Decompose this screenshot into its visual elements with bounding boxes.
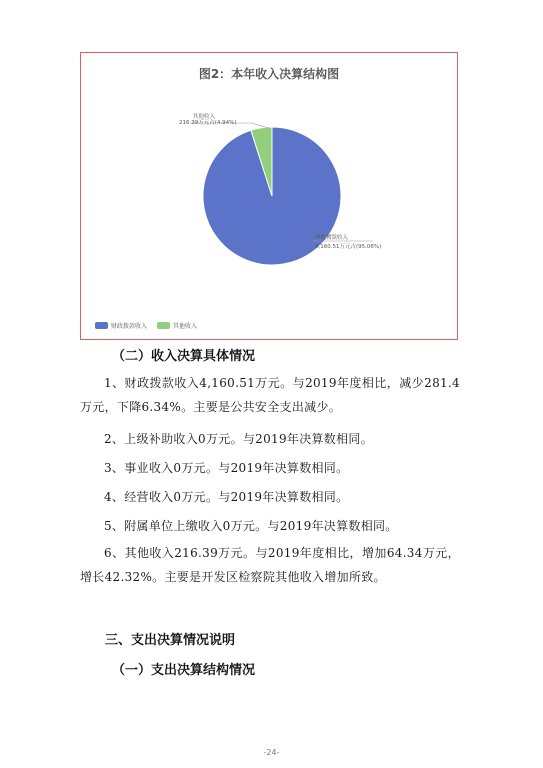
- income-structure-chart: [80, 52, 458, 340]
- income-item-1: 1、财政拨款收入4,160.51万元。与2019年度相比，减少281.4万元，下降6.34%。主要是公共安全支出减少。: [80, 376, 460, 414]
- legend-swatch-other: [157, 322, 170, 329]
- legend-item-other: [157, 321, 197, 330]
- income-item-2: 2、上级补助收入0万元。与2019年决算数相同。: [104, 432, 374, 446]
- income-detail-heading: （二）收入决算具体情况: [112, 349, 256, 364]
- slice-label-value-other: 216.39万元占(4.94%): [179, 120, 237, 126]
- slice-label-name-fiscal: 财政拨款收入: [315, 235, 349, 241]
- slice-label-value-fiscal: 4,160.51万元占(95.06%): [315, 244, 382, 250]
- legend-label-other: 其他收入: [173, 323, 198, 330]
- page-number: -24-: [263, 748, 280, 757]
- income-item-6: 6、其他收入216.39万元。与2019年度相比，增加64.34万元，增长42.32%。主要是开发区检察院其他收入增加所致。: [80, 546, 460, 584]
- income-item-3: 3、事业收入0万元。与2019年决算数相同。: [104, 461, 349, 475]
- legend-swatch-fiscal: [95, 322, 108, 329]
- legend-label-fiscal: 财政拨款收入: [111, 323, 148, 330]
- expense-heading: 三、支出决算情况说明: [105, 633, 236, 648]
- legend-item-fiscal: [95, 321, 147, 330]
- pie-chart: [81, 53, 457, 339]
- expense-structure-heading: （一）支出决算结构情况: [112, 663, 256, 678]
- income-item-5: 5、附属单位上缴收入0万元。与2019年决算数相同。: [104, 519, 398, 533]
- chart-title: 图2：本年收入决算结构图: [198, 67, 340, 81]
- chart-legend: [95, 321, 207, 330]
- slice-label-name-other: 其他收入: [193, 114, 216, 120]
- income-item-4: 4、经营收入0万元。与2019年决算数相同。: [104, 490, 349, 504]
